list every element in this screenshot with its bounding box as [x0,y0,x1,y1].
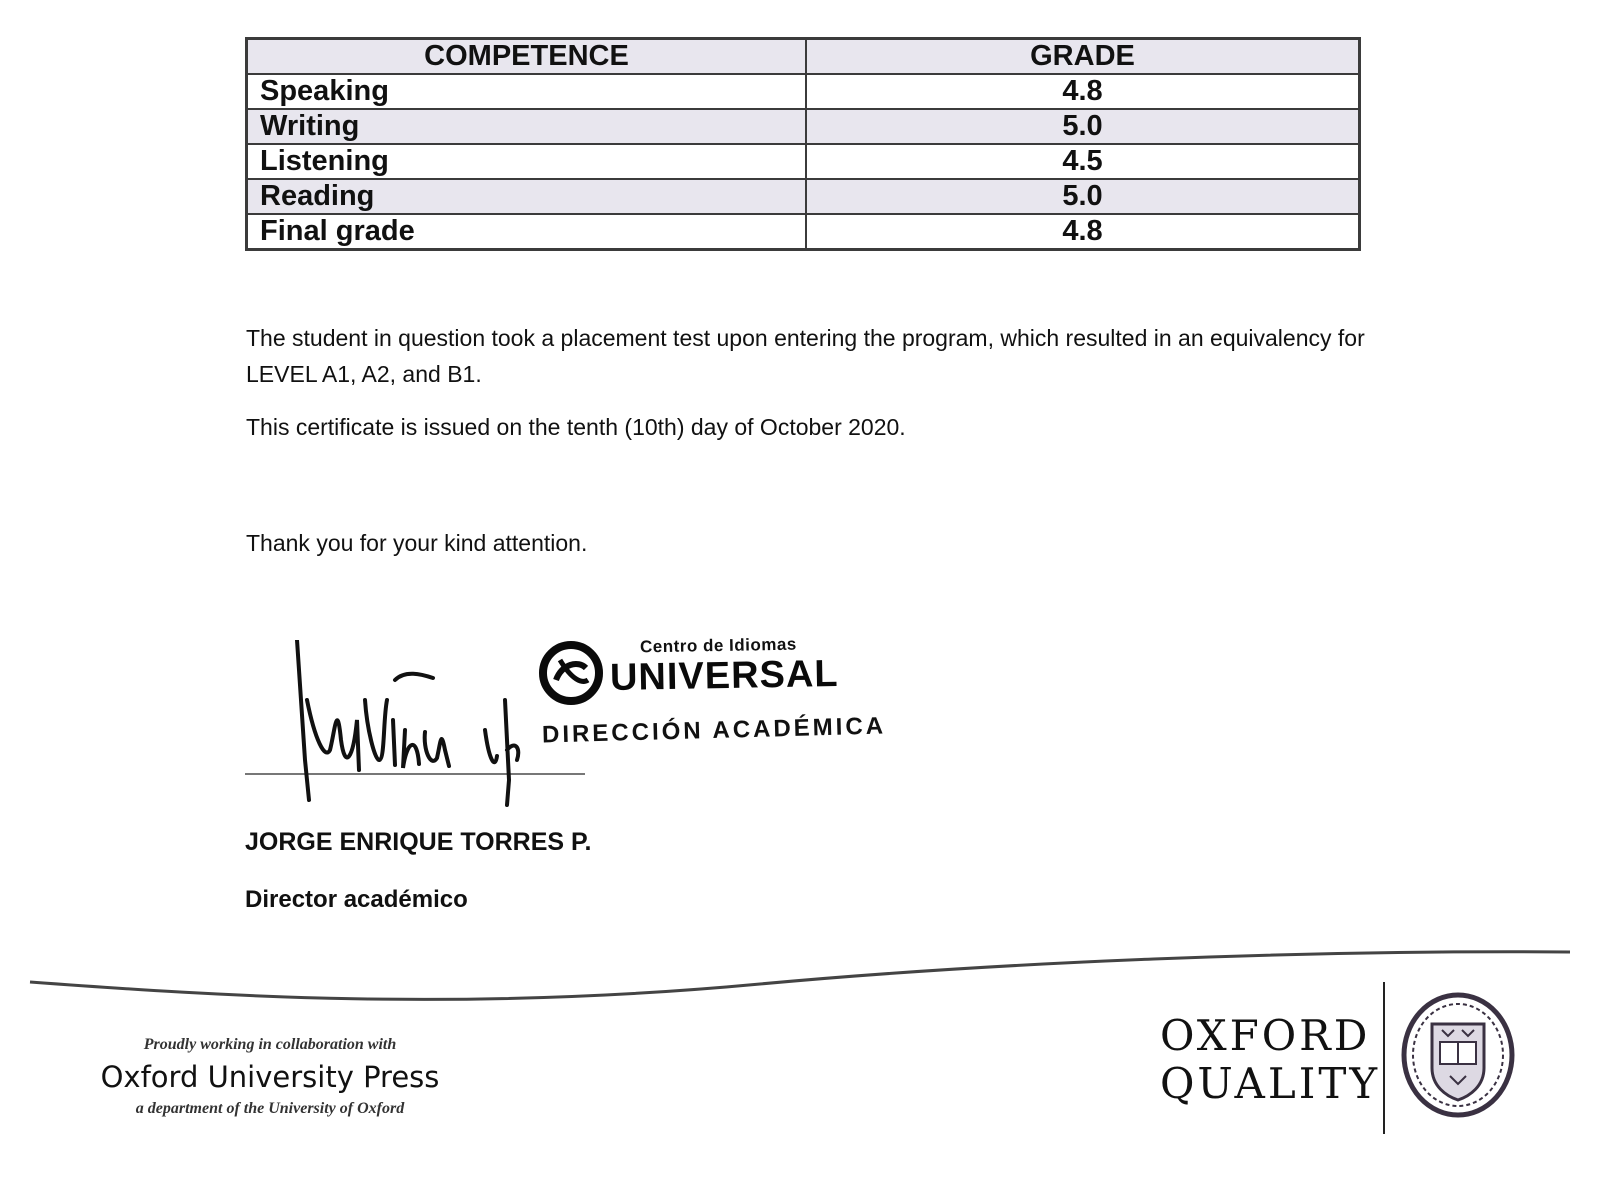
competence-header: COMPETENCE [247,39,807,75]
competence-cell: Listening [247,144,807,179]
grade-header: GRADE [806,39,1360,75]
universal-logo-icon [538,640,604,706]
collaboration-block [90,1036,450,1118]
competence-cell: Final grade [247,214,807,250]
issue-date-paragraph: This certificate is issued on the tenth (10th) day of October 2020. [246,414,906,440]
table-row [247,144,1360,179]
stamp-brand: UNIVERSAL [609,653,839,699]
signer-title: Director académico [245,886,468,913]
stamp-small-text: Centro de Idiomas [639,634,797,657]
table-row [247,214,1360,250]
grade-cell: 4.8 [806,214,1360,250]
oxford-quality-wordmark [1160,1012,1380,1108]
competence-cell: Speaking [247,74,807,109]
placement-paragraph: The student in question took a placement test upon entering the program, which resulted in an equivalency for LEVEL A1, A2, and B1. [246,325,1365,387]
oxford-quality-line-1: OXFORD [1160,1011,1371,1060]
oxford-quality-divider [1383,982,1385,1134]
grade-cell: 5.0 [806,109,1360,144]
competence-cell: Writing [247,109,807,144]
grade-cell: 4.8 [806,74,1360,109]
collab-line-2: Oxford University Press [100,1060,440,1094]
stamp-subtitle: DIRECCIÓN ACADÉMICA [541,712,887,749]
table-row [247,179,1360,214]
grade-cell: 5.0 [806,179,1360,214]
collab-line-3: a department of the University of Oxford [135,1100,405,1117]
collab-line-1: Proudly working in collaboration with [143,1036,397,1053]
table-row [247,109,1360,144]
grades-table-header-row [247,39,1360,75]
signer-name: JORGE ENRIQUE TORRES P. [245,828,592,856]
grades-table [245,37,1361,251]
signature-icon [245,640,585,820]
oxford-crest-icon [1398,990,1518,1120]
table-row [247,74,1360,109]
oxford-quality-line-2: QUALITY [1160,1059,1381,1108]
grade-cell: 4.5 [806,144,1360,179]
footer-curve-divider [0,930,1600,1010]
closing-paragraph: Thank you for your kind attention. [246,530,588,556]
competence-cell: Reading [247,179,807,214]
